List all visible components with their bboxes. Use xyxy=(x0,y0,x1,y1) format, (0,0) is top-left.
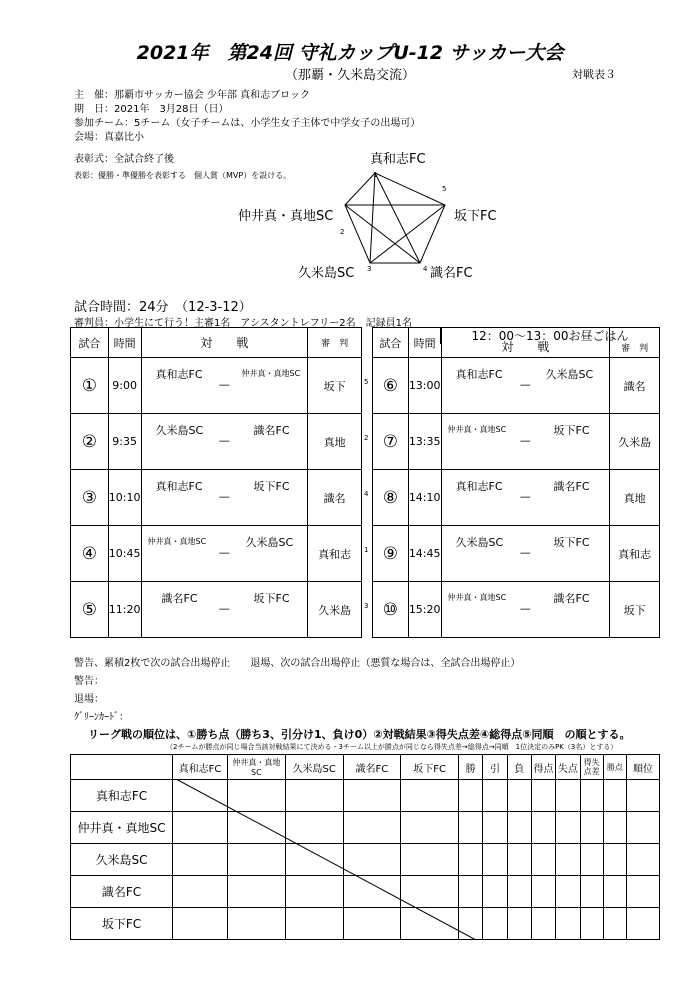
league-row-team: 久米島SC xyxy=(71,844,173,876)
venue-line: 会場：真嘉比小 xyxy=(74,132,144,143)
col-vs: 対 戦 xyxy=(141,328,308,358)
col-ref: 審 判 xyxy=(308,328,362,358)
match-number: ④ xyxy=(71,526,109,582)
match-row xyxy=(71,414,362,470)
match-time: 14:10 xyxy=(408,470,441,526)
league-col-header: 坂下FC xyxy=(401,755,459,780)
team-b: 識名FC xyxy=(553,480,590,493)
col-vs: 対 戦 xyxy=(441,328,610,358)
match-number: ⑥ xyxy=(373,358,409,414)
page-title: 2021年 第24回 守礼カップU-12 サッカー大会 xyxy=(136,42,564,64)
team-a: 真和志FC xyxy=(455,480,503,493)
side-number: 2 xyxy=(364,434,369,442)
match-number: ⑦ xyxy=(373,414,409,470)
team-a: 仲井真・真地SC xyxy=(447,425,507,434)
match-time: 13:00 xyxy=(408,358,441,414)
match-number: ⑧ xyxy=(373,470,409,526)
schedule-table-left xyxy=(70,327,362,638)
league-row-team: 仲井真・真地SC xyxy=(71,812,173,844)
col-match: 試合 xyxy=(373,328,409,358)
league-row-team: 坂下FC xyxy=(71,908,173,940)
lunch-banner: 12：00～13：00お昼ごはん xyxy=(440,327,660,344)
league-col-header: 真和志FC xyxy=(173,755,228,780)
col-match: 試合 xyxy=(71,328,109,358)
league-col-header: 仲井真・真地SC xyxy=(227,755,285,780)
match-time: 14:45 xyxy=(408,526,441,582)
match-time: 11:20 xyxy=(108,582,141,638)
match-referee: 真和志 xyxy=(308,526,362,582)
match-referee: 坂下 xyxy=(610,582,660,638)
vs-dash: — xyxy=(218,546,230,559)
match-referee: 真地 xyxy=(308,414,362,470)
sendoff-label: 退場： xyxy=(74,694,104,705)
team-a: 久米島SC xyxy=(455,536,504,549)
referee-staff-line: 審判員：小学生にて行う！主審1名 アシスタントレフリー2名 記録員1名 xyxy=(74,318,412,329)
match-row xyxy=(373,470,660,526)
sheet-number: 対戦表３ xyxy=(572,68,616,81)
match-row xyxy=(71,526,362,582)
pentagon-team-3: 識名FC xyxy=(430,266,473,281)
league-col-header: 失点 xyxy=(556,755,580,780)
warning-label: 警告： xyxy=(74,676,104,687)
match-referee: 久米島 xyxy=(610,414,660,470)
match-pairing xyxy=(141,526,308,582)
pentagon-number-2: 2 xyxy=(340,228,345,236)
side-number: 1 xyxy=(364,546,369,554)
team-b: 久米島SC xyxy=(245,536,294,549)
vs-dash: — xyxy=(218,434,230,447)
team-b: 坂下FC xyxy=(253,592,290,605)
match-pairing xyxy=(441,414,610,470)
award-note-line: 表彰：優勝・準優勝を表彰する 個人賞（MVP）を設ける。 xyxy=(74,171,292,180)
schedule-table-right xyxy=(372,327,660,638)
green-card-label: ｸﾞﾘｰﾝｶｰﾄﾞ： xyxy=(74,712,129,723)
pentagon-number-4: 4 xyxy=(423,265,428,273)
league-col-header: 負 xyxy=(507,755,531,780)
pentagon-team-4: 久米島SC xyxy=(298,266,355,281)
match-time: 15:20 xyxy=(408,582,441,638)
team-b: 坂下FC xyxy=(553,536,590,549)
team-a: 仲井真・真地SC xyxy=(147,537,207,546)
team-a: 真和志FC xyxy=(155,480,203,493)
match-pairing xyxy=(441,526,610,582)
match-row xyxy=(71,358,362,414)
league-ranking-rule: リーグ戦の順位は、①勝ち点（勝ち3、引分け1、負け0）②対戦結果③得失点差④総得点⑤同順 の順とする。 xyxy=(88,728,631,741)
vs-dash: — xyxy=(519,490,531,503)
league-row-team: 真和志FC xyxy=(71,780,173,812)
match-number: ① xyxy=(71,358,109,414)
date-line: 期 日：2021年 3月28日（日） xyxy=(74,104,229,115)
league-col-header: 得点 xyxy=(531,755,555,780)
team-a: 識名FC xyxy=(161,592,198,605)
team-b: 久米島SC xyxy=(545,368,594,381)
team-b: 仲井真・真地SC xyxy=(241,369,301,378)
card-rule: 警告、累積2枚で次の試合出場停止 退場、次の試合出場停止（悪質な場合は、全試合出場停止） xyxy=(74,658,521,669)
league-col-header: 勝 xyxy=(458,755,482,780)
round-robin-pentagon xyxy=(330,165,460,275)
team-a: 久米島SC xyxy=(155,424,204,437)
team-a: 仲井真・真地SC xyxy=(447,593,507,602)
vs-dash: — xyxy=(519,434,531,447)
pentagon-team-1: 真和志FC xyxy=(370,152,426,167)
organizer-line: 主 催：那覇市サッカー協会 少年部 真和志ブロック xyxy=(74,90,310,101)
match-time: 9:35 xyxy=(108,414,141,470)
match-row xyxy=(373,582,660,638)
match-number: ③ xyxy=(71,470,109,526)
league-col-header: 識名FC xyxy=(343,755,401,780)
match-number: ⑨ xyxy=(373,526,409,582)
side-number: 3 xyxy=(364,602,369,610)
side-number: 4 xyxy=(364,490,369,498)
team-a: 真和志FC xyxy=(155,368,203,381)
team-b: 識名FC xyxy=(253,424,290,437)
match-time: 10:10 xyxy=(108,470,141,526)
match-pairing xyxy=(441,470,610,526)
league-col-header: 順位 xyxy=(627,755,660,780)
match-referee: 識名 xyxy=(308,470,362,526)
league-ranking-subrule: （2チームが勝点が同じ場合当該対戦結果にて決める・3チーム以上が勝点が同じなら得失点差→総得点→同順 1位決定のみPK（3名）とする） xyxy=(166,743,618,751)
pentagon-team-2: 坂下FC xyxy=(454,209,497,224)
match-pairing xyxy=(141,582,308,638)
league-diagonal-line xyxy=(176,779,476,940)
match-row xyxy=(373,358,660,414)
team-b: 識名FC xyxy=(553,592,590,605)
league-col-header: 久米島SC xyxy=(285,755,343,780)
league-col-header: 得失点差 xyxy=(580,755,603,780)
league-col-header: 勝点 xyxy=(603,755,626,780)
team-b: 坂下FC xyxy=(253,480,290,493)
match-row xyxy=(71,582,362,638)
col-time: 時間 xyxy=(108,328,141,358)
teams-line: 参加チーム：5チーム（女子チームは、小学生女子主体で中学女子の出場可） xyxy=(74,118,421,129)
league-col-header: 引 xyxy=(483,755,507,780)
league-row-team: 識名FC xyxy=(71,876,173,908)
match-row xyxy=(71,470,362,526)
match-time: 13:35 xyxy=(408,414,441,470)
match-pairing xyxy=(441,358,610,414)
match-pairing xyxy=(141,414,308,470)
team-b: 坂下FC xyxy=(553,424,590,437)
league-corner xyxy=(71,755,173,780)
vs-dash: — xyxy=(218,602,230,615)
match-number: ⑩ xyxy=(373,582,409,638)
league-header-row xyxy=(71,755,660,780)
pentagon-number-1: 1 xyxy=(373,171,378,179)
match-time: 10:45 xyxy=(108,526,141,582)
match-pairing xyxy=(141,358,308,414)
vs-dash: — xyxy=(218,490,230,503)
match-referee: 識名 xyxy=(610,358,660,414)
pentagon-team-5: 仲井真・真地SC xyxy=(238,209,334,224)
vs-dash: — xyxy=(519,378,531,391)
match-row xyxy=(373,526,660,582)
vs-dash: — xyxy=(519,602,531,615)
col-time: 時間 xyxy=(408,328,441,358)
match-pairing xyxy=(441,582,610,638)
match-number: ⑤ xyxy=(71,582,109,638)
vs-dash: — xyxy=(519,546,531,559)
match-time: 9:00 xyxy=(108,358,141,414)
match-referee: 真地 xyxy=(610,470,660,526)
match-pairing xyxy=(141,470,308,526)
pentagon-number-3: 3 xyxy=(367,265,372,273)
match-referee: 坂下 xyxy=(308,358,362,414)
pentagon-number-5: 5 xyxy=(442,185,447,193)
vs-dash: — xyxy=(218,378,230,391)
side-number: 5 xyxy=(364,378,369,386)
col-ref: 審 判 xyxy=(610,328,660,358)
match-number: ② xyxy=(71,414,109,470)
match-row xyxy=(373,414,660,470)
match-referee: 真和志 xyxy=(610,526,660,582)
match-referee: 久米島 xyxy=(308,582,362,638)
team-a: 真和志FC xyxy=(455,368,503,381)
page-subtitle: （那覇・久米島交流） xyxy=(284,68,415,83)
match-time-rule: 試合時間：24分 （12-3-12） xyxy=(74,300,252,315)
award-time-line: 表彰式：全試合終了後 xyxy=(74,154,174,165)
